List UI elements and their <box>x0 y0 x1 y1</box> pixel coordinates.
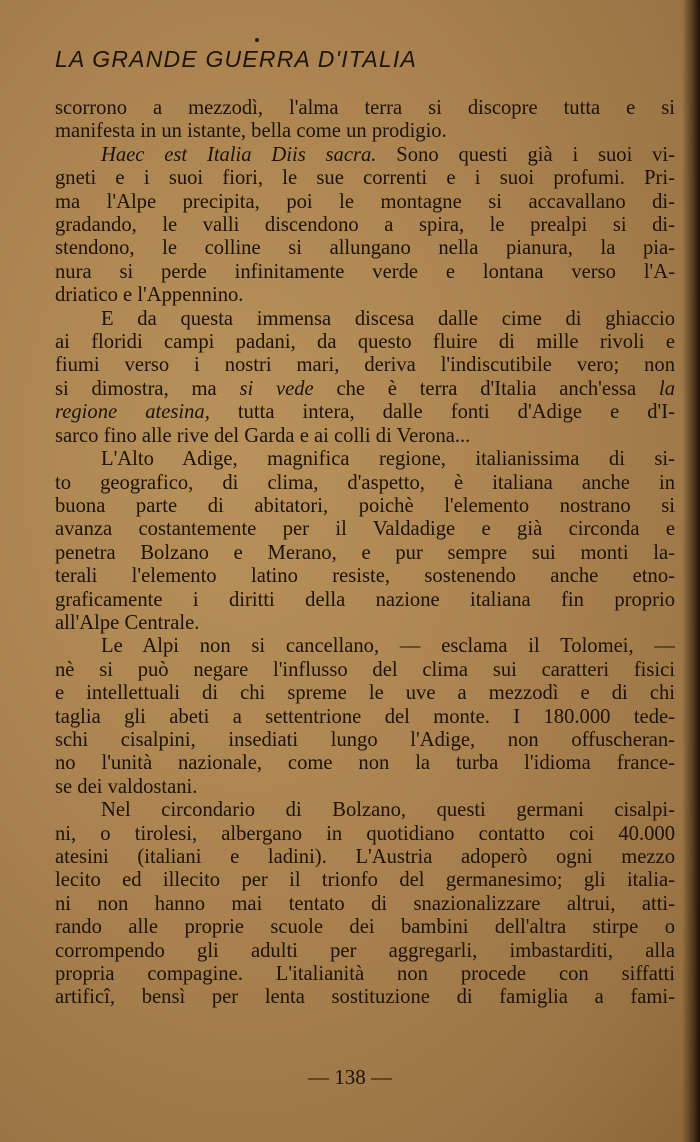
text-run: sarco fino alle rive del Garda e ai colli di Verona... <box>55 424 471 447</box>
italic-text: la <box>658 377 675 400</box>
text-run: Le Alpi non si cancellano, — esclama il Tolomei, — <box>101 635 675 658</box>
text-run: manifesta in un istante, bella come un prodigio. <box>55 120 447 143</box>
text-run: atesini (italiani e ladini). L'Austria adoperò ogni mezzo <box>55 846 675 868</box>
text-line <box>55 752 675 775</box>
text-line <box>55 612 675 635</box>
italic-text: si vede <box>239 377 314 400</box>
text-run: gneti e i suoi fiori, le sue correnti e i suoi profumi. Pri- <box>55 167 675 190</box>
text-run: scorrono a mezzodì, l'alma terra si discopre tutta e si <box>55 97 675 119</box>
text-run: propria compagine. L'italianità non procede con siffatti <box>55 963 675 986</box>
text-line <box>55 846 675 869</box>
text-line <box>55 706 675 729</box>
text-run: nura si perde infinitamente verde e lontana verso l'A- <box>55 260 675 283</box>
text-run: graficamente i diritti della nazione italiana fin proprio <box>55 588 675 611</box>
text-run: lecito ed illecito per il trionfo del germanesimo; gli italia- <box>55 869 675 892</box>
text-line <box>55 191 675 214</box>
text-line <box>55 776 675 799</box>
text-line <box>55 331 675 354</box>
text-line <box>55 986 675 1009</box>
text-run: E da questa immensa discesa dalle cime di ghiaccio <box>101 307 675 330</box>
italic-text: Haec est Italia Diis sacra. <box>101 143 377 166</box>
text-run: fiumi verso i nostri mari, deriva l'indiscutibile vero; non <box>55 354 675 377</box>
text-run: stendono, le colline si allungano nella pianura, la pia- <box>55 237 675 260</box>
text-line <box>55 214 675 237</box>
text-run: e intellettuali di chi spreme le uve a mezzodì e di chi <box>55 682 675 705</box>
text-line <box>55 401 675 424</box>
text-run: ma l'Alpe precipita, poi le montagne si accavallano di- <box>55 190 675 213</box>
text-line <box>55 823 675 846</box>
text-run: che è terra d'Italia anch'essa <box>313 377 659 400</box>
text-run: L'Alto Adige, magnifica regione, italianissima di si- <box>101 448 675 471</box>
text-line <box>55 869 675 892</box>
text-line <box>55 97 675 120</box>
text-run: ni non hanno mai tentato di snazionalizzare altrui, atti- <box>55 892 675 915</box>
text-line <box>55 729 675 752</box>
text-line <box>55 916 675 939</box>
text-line <box>55 565 675 588</box>
text-run: schi cisalpini, insediati lungo l'Adige, non offuscheran- <box>55 728 675 751</box>
text-run: terali l'elemento latino resiste, sostenendo anche etno- <box>55 565 675 588</box>
text-line <box>55 518 675 541</box>
text-line <box>55 659 675 682</box>
text-line <box>55 589 675 612</box>
text-line <box>55 542 675 565</box>
text-run: avanza costantemente per il Valdadige e già circonda e <box>55 518 675 541</box>
text-run: artificî, bensì per lenta sostituzione di famiglia a fami- <box>55 986 675 1009</box>
text-line <box>55 284 675 307</box>
text-run: driatico e l'Appennino. <box>55 284 244 307</box>
page-edge-shadow <box>682 0 700 1142</box>
text-run: corrompendo gli adulti per aggregarli, imbastarditi, alla <box>55 939 675 962</box>
text-line <box>55 940 675 963</box>
text-line <box>55 425 675 448</box>
text-line <box>55 472 675 495</box>
page-number: — 138 — <box>308 1065 392 1089</box>
text-line <box>55 963 675 986</box>
italic-text: regione atesina, <box>55 401 210 424</box>
text-run: ai floridi campi padani, da questo fluire di mille rivoli e <box>55 331 675 354</box>
ink-mark <box>255 38 259 42</box>
text-run: no l'unità nazionale, come non la turba l'idioma france- <box>55 752 675 775</box>
text-line <box>55 261 675 284</box>
body-text <box>55 97 675 1010</box>
text-line <box>55 378 675 401</box>
text-line <box>55 682 675 705</box>
text-run: gradando, le valli discendono a spira, le prealpi si di- <box>55 214 675 237</box>
text-run: to geografico, di clima, d'aspetto, è italiana anche in <box>55 471 675 494</box>
text-line <box>55 354 675 377</box>
text-run: penetra Bolzano e Merano, e pur sempre sui monti la- <box>55 541 675 564</box>
text-run: tutta intera, dalle fonti d'Adige e d'I- <box>209 401 675 424</box>
running-header: LA GRANDE GUERRA D'ITALIA <box>55 46 417 72</box>
text-line <box>55 799 675 822</box>
text-line <box>55 308 675 331</box>
text-line <box>55 120 675 143</box>
text-run: buona parte di abitatori, poichè l'elemento nostrano si <box>55 494 675 517</box>
text-line <box>55 635 675 658</box>
text-line <box>55 448 675 471</box>
text-run: Sono questi già i suoi vi- <box>376 143 676 166</box>
text-run: se dei valdostani. <box>55 775 198 798</box>
text-line <box>55 144 675 167</box>
text-run: all'Alpe Centrale. <box>55 611 200 634</box>
text-line <box>55 237 675 260</box>
text-run: taglia gli abeti a settentrione del monte. I 180.000 tede- <box>55 705 675 728</box>
text-run: ni, o tirolesi, albergano in quotidiano contatto coi 40.000 <box>55 822 675 845</box>
text-line <box>55 495 675 518</box>
text-run: si dimostra, ma <box>55 377 240 400</box>
text-run: Nel circondario di Bolzano, questi germani cisalpi- <box>101 799 675 822</box>
text-run: rando alle proprie scuole dei bambini dell'altra stirpe o <box>55 916 675 939</box>
text-run: nè si può negare l'influsso del clima sui caratteri fisici <box>55 658 675 681</box>
text-line <box>55 893 675 916</box>
text-line <box>55 167 675 190</box>
